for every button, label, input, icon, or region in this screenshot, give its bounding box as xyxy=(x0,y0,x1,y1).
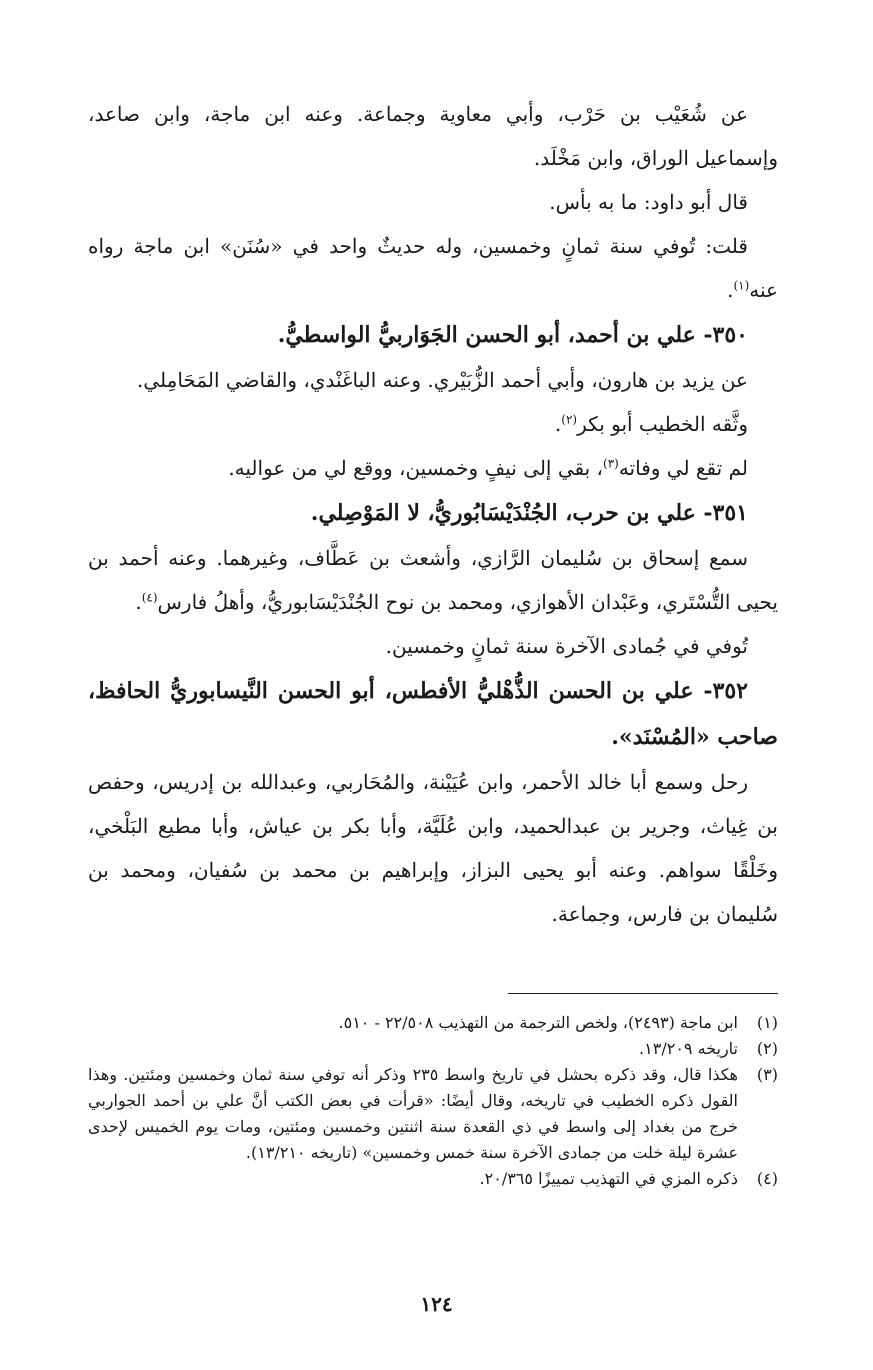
paragraph-entry-351 xyxy=(88,536,778,624)
main-text xyxy=(88,92,778,936)
paragraph-end: . xyxy=(135,590,142,614)
paragraph-death-unknown xyxy=(88,446,778,490)
footnote-number: (٤) xyxy=(756,1169,778,1188)
entry-heading-350: ٣٥٠- علي بن أحمد، أبو الحسن الجَوَاربيُّ الواسطيُّ. xyxy=(277,322,748,348)
paragraph-entry-350: عن يزيد بن هارون، وأبي أحمد الزُّبَيْري. وعنه الباغَنْدي، والقاضي المَحَامِلي. xyxy=(136,368,748,392)
paragraph-entry-352: رحل وسمع أبا خالد الأحمر، وابن عُيَيْنة، والمُحَاربي، وعبدالله بن إدريس، وحفص بن غِياث، وجرير بن عبدالحميد، وابن عُلَيَّة، وأبا بكر بن عياش، وأبا مطيع البَلْخي، وخَلْقًا سواهم. وعنه أبو يحيى البزاز، وإبراهيم بن محمد بن سُفيان، ومحمد بن سُليمان بن فارس، وجماعة. xyxy=(88,770,778,926)
paragraph-text: قلت: تُوفي سنة ثمانٍ وخمسين، وله حديثٌ واحد في «سُنَن» ابن ماجة رواه عنه xyxy=(88,234,778,302)
footnote-number: (٣) xyxy=(756,1065,778,1084)
footnote-text: تاريخه ١٣/٢٠٩. xyxy=(639,1039,738,1058)
paragraph-abu-dawud: قال أبو داود: ما به بأس. xyxy=(549,190,748,214)
paragraph-end: ، بقي إلى نيفٍ وخمسين، ووقع لي من عواليه. xyxy=(228,456,603,480)
paragraph-text: سمع إسحاق بن سُليمان الرَّازي، وأشعث بن عَطَّاف، وغيرهما. وعنه أحمد بن يحيى التُّسْتَري، وعَبْدان الأهوازي، ومحمد بن نوح الجُنْدَيْسَابوريُّ، وأهلُ فارس xyxy=(88,546,778,614)
footnote-ref-1[interactable]: (١) xyxy=(733,278,750,293)
footnote-1 xyxy=(88,1010,778,1036)
paragraph-khatib xyxy=(88,402,778,446)
footnote-ref-3[interactable]: (٣) xyxy=(603,456,619,471)
paragraph-text: لم تقع لي وفاته xyxy=(618,456,748,480)
footnote-number: (١) xyxy=(756,1013,778,1032)
paragraph-death-351: تُوفي في جُمادى الآخرة سنة ثمانٍ وخمسين. xyxy=(385,634,748,658)
footnote-ref-4[interactable]: (٤) xyxy=(141,590,158,605)
paragraph-end: . xyxy=(554,412,562,436)
page-number: ١٢٤ xyxy=(420,1292,453,1316)
footnote-text: هكذا قال، وقد ذكره بحشل في تاريخ واسط ٢٣٥ وذكر أنه توفي سنة ثمان وخمسين ومئتين. وهذا القول ذكره الخطيب في تاريخه، وقال أيضًا: «قرأت في بعض الكتب أنَّ علي بن أحمد الجواربي خرج من بغداد إلى واسط في ذي القعدة سنة اثنتين وخمسين ومئتين، ومات يوم الخميس لإحدى عشرة ليلة خلت من جمادى الآخرة سنة خمس وخمسين» (تاريخه ١٣/٢١٠). xyxy=(88,1065,738,1162)
paragraph-text: وثَّقه الخطيب أبو بكر xyxy=(577,412,748,436)
footnotes-section xyxy=(88,1010,778,1192)
footnote-3 xyxy=(88,1062,778,1166)
footnote-number: (٢) xyxy=(756,1039,778,1058)
footnote-text: ذكره المزي في التهذيب تمييزًا ٢٠/٣٦٥. xyxy=(479,1169,738,1188)
entry-heading-352: ٣٥٢- علي بن الحسن الذُّهْليُّ الأفطس، أبو الحسن النَّيسابوريُّ الحافظ، صاحب «المُسْنَد». xyxy=(88,678,778,750)
footnote-ref-2[interactable]: (٢) xyxy=(561,412,578,427)
footnote-2 xyxy=(88,1036,778,1062)
footnote-4 xyxy=(88,1166,778,1192)
paragraph-narrators: عن شُعَيْب بن حَرْب، وأبي معاوية وجماعة. وعنه ابن ماجة، وابن صاعد، وإسماعيل الوراق، وابن مَخْلَد. xyxy=(88,102,778,170)
footnote-text: ابن ماجة (٢٤٩٣)، ولخص الترجمة من التهذيب ٢٢/٥٠٨ - ٥١٠. xyxy=(338,1013,738,1032)
paragraph-end: . xyxy=(727,278,734,302)
entry-heading-351: ٣٥١- علي بن حرب، الجُنْدَيْسَابُوريُّ، لا المَوْصِلي. xyxy=(310,500,748,526)
paragraph-death-note xyxy=(88,224,778,312)
footnote-separator xyxy=(508,993,778,994)
